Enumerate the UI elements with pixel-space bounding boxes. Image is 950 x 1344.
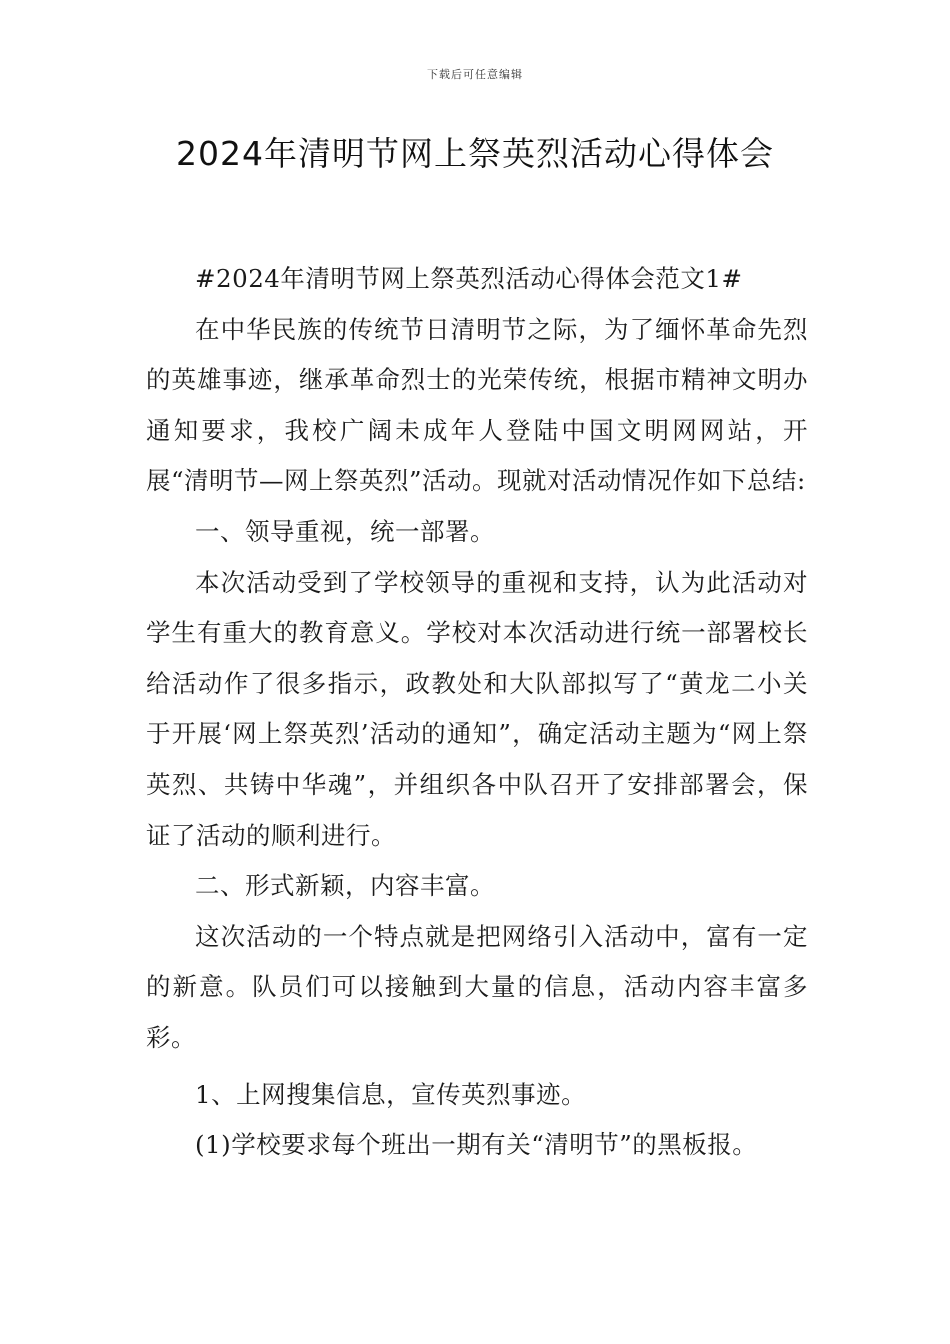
paragraph-section-1: 本次活动受到了学校领导的重视和支持，认为此活动对学生有重大的教育意义。学校对本次活动进行统一部署校长给活动作了很多指示，政教处和大队部拟写了“黄龙二小关于开展‘网上祭英烈’活动的通知”，确定活动主题为“网上祭英烈、共铸中华魂”，并组织各中队召开了安排部署会，保证了活动的顺利进行。: [146, 567, 808, 850]
section-heading-2: 二、形式新颖，内容丰富。: [195, 871, 495, 901]
section-heading-1: 一、领导重视，统一部署。: [195, 516, 495, 546]
paragraph-intro: 在中华民族的传统节日清明节之际，为了缅怀革命先烈的英雄事迹，继承革命烈士的光荣传统，根据市精神文明办通知要求，我校广阔未成年人登陆中国文明网网站，开展“清明节—网上祭英烈”活动。现就对活动情况作如下总结:: [146, 314, 808, 496]
document-title: 2024年清明节网上祭英烈活动心得体会: [176, 134, 774, 173]
header-note: 下载后可任意编辑: [427, 68, 523, 81]
paragraph-section-2: 这次活动的一个特点就是把网络引入活动中，富有一定的新意。队员们可以接触到大量的信息，活动内容丰富多彩。: [146, 921, 808, 1052]
paragraph-subtitle: #2024年清明节网上祭英烈活动心得体会范文1#: [195, 264, 743, 293]
list-item-1: (1)学校要求每个班出一期有关“清明节”的黑板报。: [195, 1130, 758, 1160]
document-body: [146, 254, 808, 1171]
subsection-heading-1: 1、上网搜集信息，宣传英烈事迹。: [195, 1079, 587, 1109]
